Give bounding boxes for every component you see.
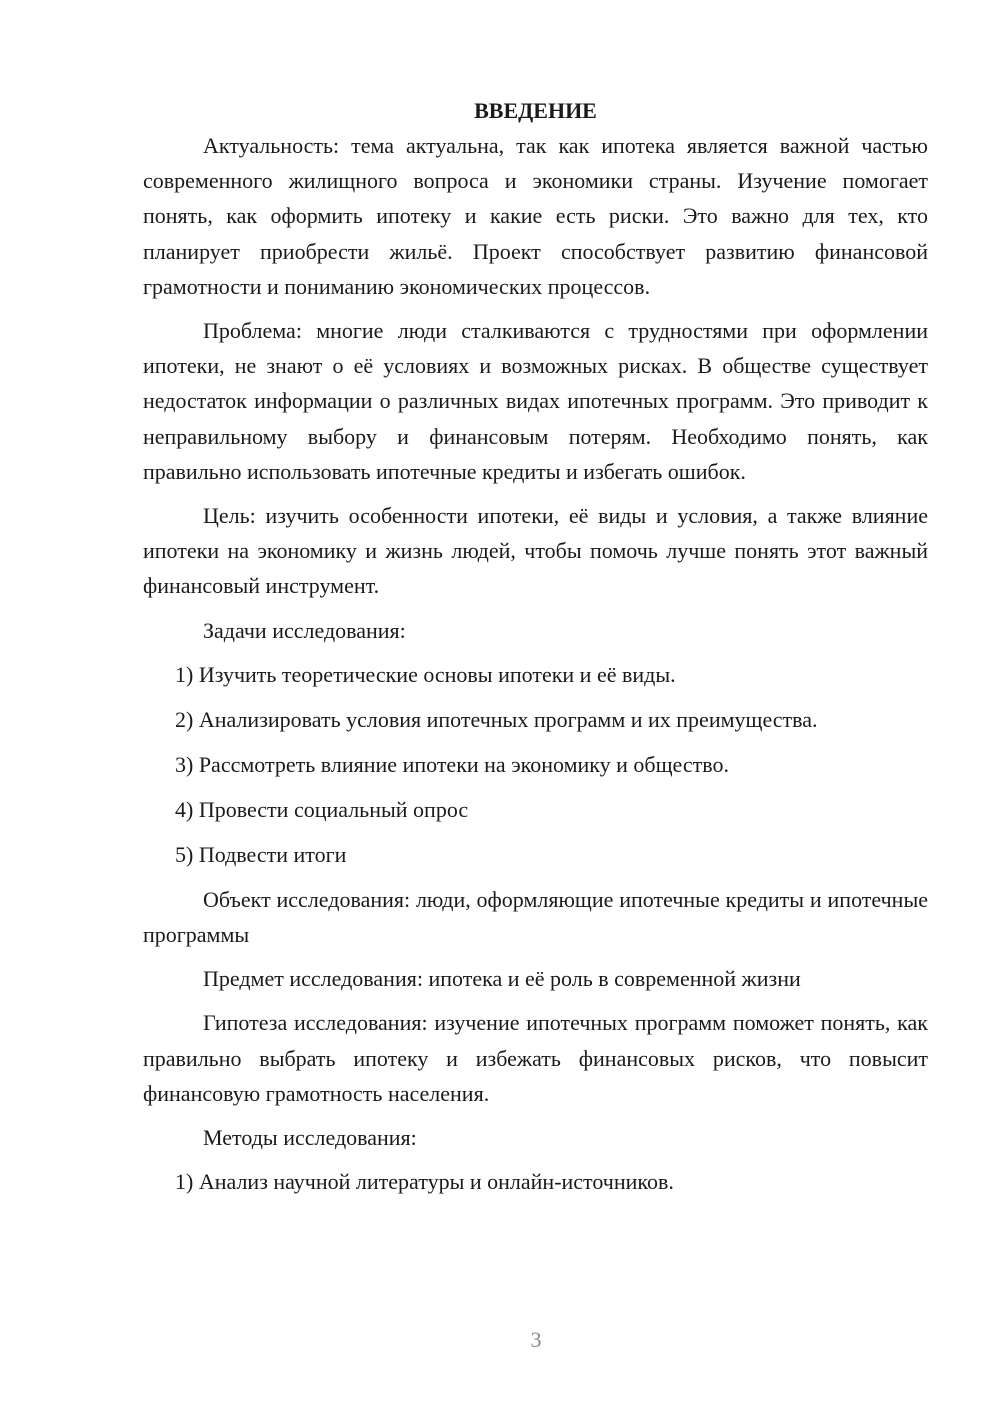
- list-item: 2) Анализировать условия ипотечных программ и их преимущества.: [175, 706, 818, 732]
- tasks-heading: Задачи исследования:: [203, 617, 406, 643]
- list-item: 3) Рассмотреть влияние ипотеки на экономику и общество.: [175, 751, 729, 777]
- object-paragraph: Объект исследования: люди, оформляющие ипотечные кредиты и ипотечные программы: [143, 886, 928, 948]
- list-item: 1) Анализ научной литературы и онлайн-источников.: [175, 1169, 674, 1195]
- relevance-paragraph: Актуальность: тема актуальна, так как ипотека является важной частью современного жилищного вопроса и экономики страны. Изучение помогает понять, как оформить ипотеку и какие есть риски. Это важно для тех, кто планирует приобрести жильё. Проект способствует развитию финансовой грамотности и пониманию экономических процессов.: [143, 133, 928, 299]
- list-item: 4) Провести социальный опрос: [175, 796, 469, 822]
- page-number: 3: [530, 1327, 542, 1352]
- goal-paragraph: Цель: изучить особенности ипотеки, её виды и условия, а также влияние ипотеки на экономику и жизнь людей, чтобы помочь лучше понять этот важный финансовый инструмент.: [143, 503, 928, 599]
- problem-paragraph: Проблема: многие люди сталкиваются с трудностями при оформлении ипотеки, не знают о её условиях и возможных рисках. В обществе существует недостаток информации о различных видах ипотечных программ. Это приводит к неправильному выбору и финансовым потерям. Необходимо понять, как правильно использовать ипотечные кредиты и избегать ошибок.: [143, 318, 928, 484]
- page-title: ВВЕДЕНИЕ: [474, 98, 597, 123]
- list-item: 5) Подвести итоги: [175, 841, 347, 867]
- methods-heading: Методы исследования:: [203, 1125, 417, 1151]
- subject-paragraph: Предмет исследования: ипотека и её роль в современной жизни: [203, 966, 801, 992]
- list-item: 1) Изучить теоретические основы ипотеки и её виды.: [175, 661, 676, 687]
- document-page: [143, 95, 928, 1209]
- methods-list: [143, 1164, 928, 1199]
- tasks-list: [143, 657, 928, 872]
- hypothesis-paragraph: Гипотеза исследования: изучение ипотечных программ поможет понять, как правильно выбрать ипотеку и избежать финансовых рисков, что повысит финансовую грамотность населения.: [143, 1010, 928, 1106]
